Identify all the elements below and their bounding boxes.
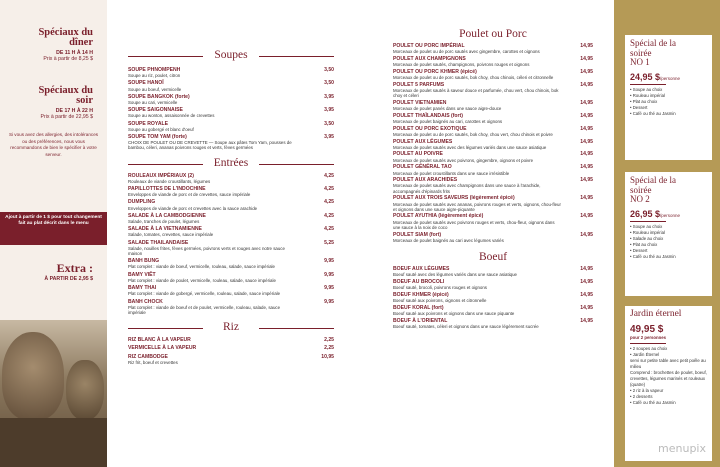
item-name: POULET AUX LÉGUMES: [393, 138, 453, 145]
entrees-heading: Entrées: [128, 157, 334, 171]
item-name: BOEUF AUX LÉGUMES: [393, 266, 450, 272]
card-line: • 2 soupes au choix: [630, 345, 668, 351]
menu-item: [393, 177, 593, 194]
item-description: Morceaux de poulet sautés à saveur douce et parfumée, chou vert, chou chinois, bok choy et céleri: [393, 87, 559, 99]
item-description: Salade, tranches de poulet, légumes: [128, 219, 200, 225]
item-description: Boeuf sauté avec des légumes variés dans une sauce asiatique: [393, 272, 517, 278]
item-price: 9,95: [324, 271, 334, 278]
menu-item: [393, 292, 593, 303]
item-name: POULET THAÏLANDAIS (fort): [393, 112, 463, 119]
menu-item: [393, 56, 593, 67]
extra-price: À PARTIR DE 2,95 $: [44, 276, 93, 282]
item-name: SALADE À LA VIETNAMIENNE: [128, 226, 202, 233]
card-line: • Café ou thé au Jasmin: [630, 399, 676, 405]
item-name: ROULEAUX IMPÉRIAUX (2): [128, 172, 194, 179]
item-price: 9,95: [324, 258, 334, 265]
item-name: POULET AUX ARACHIDES: [393, 177, 458, 184]
poulet-column: [393, 0, 593, 331]
diner-price: Prix à partir de 8,25 $: [43, 56, 93, 62]
item-price: 14,95: [580, 99, 593, 106]
item-price: 2,25: [324, 337, 334, 344]
menu-item: [393, 139, 593, 150]
menu-item: [128, 173, 334, 184]
card-line: Comprend : brochettes de poulet, boeuf, crevettes, légumes marinés et rouleaux (quatre): [630, 369, 707, 387]
item-price: 3,50: [324, 80, 334, 87]
menu-item: [393, 279, 593, 290]
item-price: 14,95: [580, 112, 593, 119]
item-price: 2,25: [324, 345, 334, 352]
item-description: Riz frit, boeuf et crevettes: [128, 359, 178, 365]
item-name: BOEUF À L'ORIENTAL: [393, 317, 448, 324]
item-name: POULET SIAM (fort): [393, 231, 442, 238]
item-price: 14,95: [580, 151, 593, 158]
menu-item: [128, 134, 334, 151]
item-name: RIZ CAMBODGE: [128, 353, 168, 360]
soir-hours: DE 17 H À 22 H: [55, 108, 93, 114]
left-panel: [0, 0, 107, 467]
item-description: Salade, nouilles frites, fèves germées, poivrons verts et rouges avec notre sauce maison: [128, 245, 285, 257]
menu-item: [393, 151, 593, 162]
item-description: Morceaux de poulet ou de porc sautés, bok choy, chou vert, chou chinois et poivre: [393, 131, 553, 137]
menu-item: [128, 354, 334, 365]
item-description: Soupe au gobergé et blanc d'oeuf: [128, 126, 194, 132]
menu-item: [393, 195, 593, 212]
menu-item: [128, 67, 334, 78]
item-description: Morceaux de poulet sautés avec champignons dans une sauce à l'arachide, accompagnés d'épinards frits: [393, 183, 541, 194]
menu-item: [128, 121, 334, 132]
item-name: RIZ BLANC À LA VAPEUR: [128, 337, 191, 344]
item-description: Plat complet : viande de poulet, vermicelle, rouleau, salade, sauce impériale: [128, 277, 276, 283]
item-price: 9,95: [324, 285, 334, 292]
menu-item: [393, 43, 593, 54]
menu-item: [128, 285, 334, 296]
item-description: Morceaux de poulet baignés au cari avec légumes variés: [393, 237, 504, 243]
allergy-note: Si vous avez des allergies, des intolérances ou des préférences, nous vous recommandons de bien le spécifier à votre serveur.: [8, 132, 99, 157]
card-line: servi sur petite table avec petit poêle au milieu: [630, 357, 706, 369]
item-price: 14,95: [580, 317, 593, 324]
menu-item: [128, 345, 334, 351]
item-name: BOEUF KORAL (fort): [393, 304, 444, 311]
menu-item: [393, 232, 593, 243]
menu-item: [393, 318, 593, 329]
card-line: • Dessert: [630, 104, 648, 110]
item-name: BAMY VIÊT: [128, 271, 156, 278]
menu-item: [128, 80, 334, 91]
item-name: POULET OU PORC IMPÉRIAL: [393, 43, 465, 49]
entrees-list: [128, 173, 334, 315]
item-name: SOUPE ROYALE: [128, 120, 169, 127]
poulet-heading: Poulet ou Porc: [393, 28, 593, 42]
item-name: SALADE À LA CAMBODGIENNE: [128, 212, 206, 219]
item-price: 14,95: [580, 164, 593, 171]
card-number: NO 1: [630, 57, 650, 67]
item-description: Plat complet : viande de boeuf, vermicelle, rouleau, salade, sauce impériale: [128, 264, 275, 270]
item-name: POULET AYUTHIA (légèrement épicé): [393, 213, 484, 220]
item-description: Morceaux de poulet croustillants dans une sauce irrésistible: [393, 170, 510, 176]
item-name: POULET OU PORC EXOTIQUE: [393, 125, 467, 132]
soir-title: Spéciaux du soir: [38, 85, 93, 106]
menu-item: [393, 164, 593, 175]
menu-item: [128, 272, 334, 283]
item-price: 14,95: [580, 81, 593, 88]
extra-title: Extra :: [56, 261, 93, 275]
middle-column: [128, 0, 334, 367]
item-description: Soupe au riz, poulet, citron: [128, 73, 181, 79]
item-price: 14,95: [580, 266, 593, 272]
item-price: 4,25: [324, 226, 334, 233]
item-price: 4,25: [324, 172, 334, 179]
item-name: POULET AUX TROIS SAVEURS (légèrement épicé): [393, 195, 515, 202]
item-description: Morceaux de poulet baignés au cari, carottes et oignons: [393, 118, 503, 124]
item-price: 14,95: [580, 278, 593, 285]
item-price: 5,25: [324, 239, 334, 246]
item-description: Plat complet : viande de boeuf et de poulet, vermicelle, rouleau, salade, sauce impériale: [128, 304, 281, 315]
card-line: • Soupe au choix: [630, 223, 663, 229]
menu-item: [128, 107, 334, 118]
add-box: Ajout à partir de 1 $ pour tout changement fait au plat décrit dans le menu: [0, 212, 107, 245]
item-description: Enveloppes de viande de porc et crevettes avec la sauce arachide: [128, 205, 258, 211]
item-description: Plat complet : viande de gobergé, vermicelle, rouleau, salade, sauce impériale: [128, 291, 281, 297]
card-number: NO 2: [630, 194, 650, 204]
item-price: 14,95: [580, 68, 593, 75]
item-description: Boeuf sauté, brocoli, poivrons rouges et oignons: [393, 285, 487, 291]
soupes-heading: Soupes: [128, 49, 334, 63]
statue-image: [0, 320, 107, 467]
item-description: Morceaux de poulet ou de porc sautés avec gingembre, carottes et oignons: [393, 49, 540, 55]
item-price: 14,95: [580, 55, 593, 62]
item-price: 3,95: [324, 107, 334, 114]
item-price: 10,95: [321, 353, 334, 360]
card-line: • Café ou thé au Jasmin: [630, 110, 676, 116]
card-price: 26,95 $/personne: [630, 208, 681, 219]
item-price: 3,95: [324, 134, 334, 141]
item-name: BAMY THAI: [128, 285, 157, 292]
item-description: Boeuf sauté aux poivrons, oignons et citronnelle: [393, 298, 487, 304]
card-line: • Plat au choix: [630, 98, 658, 104]
card-line: • Dessert: [630, 247, 648, 253]
card-per: pour 2 personnes: [630, 334, 667, 340]
menu-item: [128, 213, 334, 224]
item-description: Morceaux de poulet sautés, champignons, poivrons rouges et oignons: [393, 62, 530, 68]
diner-hours: DE 11 H À 14 H: [56, 50, 93, 56]
riz-heading: Riz: [128, 321, 334, 335]
item-description: Soupe au wonton, assaisonnée de crevettes: [128, 113, 215, 119]
item-name: VERMICELLE À LA VAPEUR: [128, 345, 197, 352]
item-price: 14,95: [580, 177, 593, 184]
menu-item: [393, 266, 593, 277]
card-line: • Rouleau impérial: [630, 92, 665, 98]
card-line: • 2 riz à la vapeur: [630, 387, 664, 393]
item-price: 3,50: [324, 120, 334, 127]
item-name: SOUPE TOM YAM (forte): [128, 134, 187, 141]
item-price: 14,95: [580, 195, 593, 202]
item-name: DUMPLING: [128, 199, 156, 206]
riz-list: [128, 337, 334, 365]
item-name: PAPILLOTTES DE L'INDOCHINE: [128, 186, 206, 193]
item-description: Salade, tomates, crevettes, sauce impériale: [128, 232, 214, 238]
item-name: SOUPE PHNOMPENH: [128, 67, 181, 73]
item-price: 14,95: [580, 291, 593, 298]
item-price: 3,50: [324, 67, 334, 73]
item-description: Enveloppes de viande de porc et de crevettes, sauce impériale: [128, 192, 251, 198]
menu-item: [393, 100, 593, 111]
card-line: • 2 desserts: [630, 393, 653, 399]
item-name: BOEUF KHMER (épicé): [393, 291, 449, 298]
menu-item: [128, 226, 334, 237]
item-name: BANH BUNG: [128, 258, 160, 265]
item-price: 4,25: [324, 199, 334, 206]
card-line: • Jardin Éternel: [630, 351, 660, 357]
item-name: POULET 5 PARFUMS: [393, 81, 445, 88]
card-title: Jardin éternel: [630, 309, 682, 319]
item-name: POULET VIETNAMIEN: [393, 99, 447, 106]
special-card-2: [625, 172, 712, 296]
item-name: POULET GÉNÉRAL TAO: [393, 164, 452, 171]
menu-item: [393, 305, 593, 316]
card-line: • Soupe au choix: [630, 86, 663, 92]
item-description: Rouleaux de viande croustillants, légumes: [128, 178, 211, 184]
card-title: Spécial de la soirée: [630, 175, 676, 195]
item-name: POULET AUX CHAMPIGNONS: [393, 55, 466, 62]
diner-title: Spéciaux du dîner: [38, 27, 93, 48]
card-price: 24,95 $/personne: [630, 71, 681, 82]
menu-item: [128, 186, 334, 197]
menu-item: [128, 258, 334, 269]
card-line: • Rouleau impérial: [630, 229, 665, 235]
item-price: 14,95: [580, 125, 593, 132]
item-name: SOUPE BANGKOK (forte): [128, 93, 190, 100]
poulet-list: [393, 43, 593, 243]
item-price: 14,95: [580, 231, 593, 238]
menu-item: [128, 299, 334, 316]
menu-item: [128, 199, 334, 210]
item-description: Morceaux de poulet sautés avec poivrons, gingembre, oignons et poivre: [393, 157, 534, 163]
item-name: SOUPE HANOÏ: [128, 80, 164, 87]
item-description: Boeuf sauté, tomates, céleri et oignons dans une sauce légèrement sucrée: [393, 323, 539, 329]
special-card-3: [625, 306, 712, 461]
item-description: Soupe au cari, vermicelle: [128, 100, 178, 106]
menu-item: [393, 213, 593, 230]
item-description: Morceaux de poulet sautés avec des légumes variés dans une sauce asiatique: [393, 144, 547, 150]
item-description: Soupe au boeuf, vermicelle: [128, 86, 182, 92]
menu-item: [128, 337, 334, 343]
item-description: Morceaux de poulet sautés avec poivrons rouges et verts, chou-fleur, oignons dans une sauce à la noix de coco: [393, 219, 555, 230]
item-description: Morceaux de poulet panés dans une sauce aigre-douce: [393, 106, 502, 112]
soupes-list: [128, 67, 334, 151]
menu-item: [128, 94, 334, 105]
item-price: 3,95: [324, 93, 334, 100]
item-name: POULET AU POIVRE: [393, 151, 443, 158]
item-description: CHOIX DE POULET OU DE CREVETTE — Soupe aux pâtes Tom Yam, pousses de bambou, céleri, ananas poivrons rouges et verts, fèves germées: [128, 140, 292, 151]
item-description: Boeuf sauté aux poivrons et oignons dans une sauce piquante: [393, 310, 515, 316]
item-description: Morceaux de poulet sautés avec ananas, poivrons rouges et verts, oignons, chou-fleur et oignons dans une sauce aigre-piquante: [393, 201, 561, 212]
item-price: 4,25: [324, 186, 334, 193]
item-name: POULET OU PORC KHMER (épicé): [393, 68, 477, 75]
soir-price: Prix à partir de 22,95 $: [40, 114, 93, 120]
menu-item: [393, 69, 593, 80]
boeuf-heading: Boeuf: [393, 251, 593, 265]
card-title: Spécial de la soirée: [630, 38, 676, 58]
item-price: 14,95: [580, 138, 593, 145]
special-card-1: [625, 35, 712, 160]
card-line: • Salade au choix: [630, 235, 664, 241]
menu-item: [128, 240, 334, 257]
item-name: BANH CHOCK: [128, 298, 163, 305]
boeuf-list: [393, 266, 593, 329]
menu-item: [393, 82, 593, 99]
card-price: 49,95 $: [630, 323, 664, 335]
item-name: SOUPE SAIGONNAISE: [128, 107, 183, 114]
card-line: • Café ou thé au Jasmin: [630, 253, 676, 259]
menu-item: [393, 126, 593, 137]
watermark: menupix: [658, 442, 706, 455]
item-price: 9,95: [324, 298, 334, 305]
item-name: SALADE THAILANDAISE: [128, 239, 189, 246]
item-price: 14,95: [580, 213, 593, 220]
item-price: 14,95: [580, 304, 593, 311]
item-name: BOEUF AU BROCOLI: [393, 278, 445, 285]
item-price: 14,95: [580, 43, 593, 49]
menu-item: [393, 113, 593, 124]
item-description: Morceaux de poulet ou de porc sautés, bok choy, chou chinois, céleri et citronnelle: [393, 75, 554, 81]
item-price: 4,25: [324, 212, 334, 219]
card-line: • Plat au choix: [630, 241, 658, 247]
